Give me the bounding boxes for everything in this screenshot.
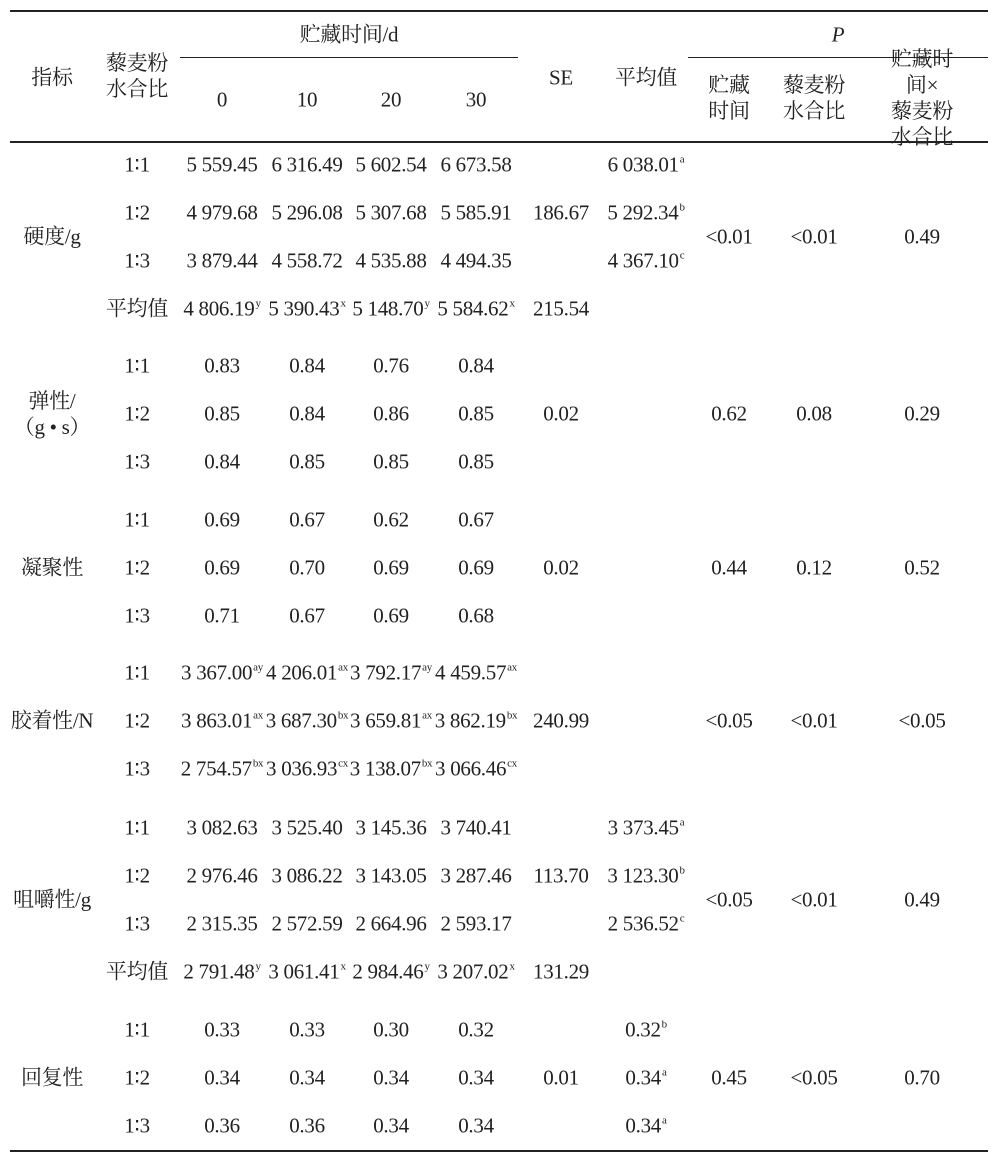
row-ratio: 1∶2	[124, 401, 150, 426]
header-mean: 平均值	[614, 65, 678, 90]
value-cell: 0.83	[204, 353, 240, 378]
value-cell: 5 559.45	[186, 152, 258, 177]
row-indicator-name: 咀嚼性/g	[13, 887, 91, 912]
value-cell: 3 145.36	[355, 815, 427, 840]
significance-letter: ay	[422, 661, 432, 674]
row-ratio: 1∶1	[124, 815, 150, 840]
value-cell: 0.86	[373, 401, 409, 426]
row-ratio: 1∶3	[124, 756, 150, 781]
p-interaction: 0.29	[904, 401, 940, 426]
significance-letter: ax	[338, 661, 348, 674]
row-ratio: 1∶2	[124, 1065, 150, 1090]
value-cell: 0.34	[458, 1065, 494, 1090]
value-cell: 2 976.46	[186, 863, 258, 888]
header-p-interaction: 贮藏时间× 藜麦粉水合比	[890, 47, 954, 149]
row-ratio: 平均值	[105, 959, 169, 984]
se-value: 0.02	[543, 555, 579, 580]
se-value: 0.02	[543, 401, 579, 426]
value-cell: 2 593.17	[440, 911, 512, 936]
significance-letter: b	[679, 864, 685, 877]
significance-letter: ax	[253, 709, 263, 722]
row-ratio: 1∶3	[124, 449, 150, 474]
value-cell: 3 $687.30^{bx}$	[265, 708, 349, 733]
value-cell: 2 984.46$^y$	[352, 959, 430, 984]
p-storage-time: 0.44	[711, 555, 747, 580]
value-cell: 4 535.88	[355, 248, 427, 273]
value-cell: 0.67	[458, 507, 494, 532]
significance-letter: x	[340, 297, 346, 310]
row-indicator-name: 胶着性/N	[10, 708, 94, 733]
value-cell: 3 $862.19^{bx}$	[434, 708, 518, 733]
value-cell: 3 740.41	[440, 815, 512, 840]
header-day-20: 20	[380, 87, 402, 112]
value-cell: 0.67	[289, 507, 325, 532]
significance-letter: a	[679, 816, 685, 829]
value-cell: 2 664.96	[355, 911, 427, 936]
p-interaction: 0.49	[904, 224, 940, 249]
p-storage-time: 0.62	[711, 401, 747, 426]
value-cell: 0.34	[289, 1065, 325, 1090]
significance-letter: a	[661, 1066, 667, 1079]
value-cell: 5 390.43$^x$	[268, 296, 346, 321]
mean-value: 2 536.52$^c$	[607, 911, 685, 936]
value-cell: 2 572.59	[271, 911, 343, 936]
header-p-storage-time: 贮藏 时间	[708, 73, 750, 123]
value-cell: 0.36	[289, 1113, 325, 1138]
value-cell: 0.33	[289, 1017, 325, 1042]
row-ratio: 1∶3	[124, 248, 150, 273]
value-cell: 5 584.62$^x$	[437, 296, 515, 321]
significance-letter: bx	[337, 709, 349, 722]
value-cell: 5 585.91	[440, 200, 512, 225]
header-indicator: 指标	[31, 65, 73, 90]
p-ratio: 0.08	[796, 401, 832, 426]
row-ratio: 1∶2	[124, 863, 150, 888]
value-cell: 4 494.35	[440, 248, 512, 273]
significance-letter: bx	[252, 757, 264, 770]
value-cell: 0.67	[289, 603, 325, 628]
value-cell: 3 $659.81^{ax}$	[350, 708, 432, 733]
value-cell: 5 602.54	[355, 152, 427, 177]
value-cell: 3 287.46	[440, 863, 512, 888]
value-cell: 3 $367.00^{ay}$	[181, 660, 263, 685]
value-cell: 0.69	[373, 555, 409, 580]
value-cell: 4 979.68	[186, 200, 258, 225]
row-ratio: 1∶1	[124, 660, 150, 685]
value-cell: 3 879.44	[186, 248, 258, 273]
value-cell: 0.69	[204, 555, 240, 580]
significance-letter: x	[340, 960, 346, 973]
value-cell: 3 $066.46^{cx}$	[435, 756, 517, 781]
value-cell: 0.85	[373, 449, 409, 474]
header-day-10: 10	[296, 87, 318, 112]
value-cell: 0.85	[458, 449, 494, 474]
value-cell: 0.76	[373, 353, 409, 378]
p-ratio: <0.01	[790, 887, 838, 912]
table-bottom-rule	[10, 1150, 988, 1152]
row-ratio: 1∶3	[124, 911, 150, 936]
row-ratio: 1∶1	[124, 152, 150, 177]
value-cell: 0.69	[373, 603, 409, 628]
value-cell: 0.34	[373, 1113, 409, 1138]
value-cell: 3 082.63	[186, 815, 258, 840]
se-value: 186.67	[533, 200, 589, 225]
value-cell: 0.62	[373, 507, 409, 532]
p-interaction: 0.52	[904, 555, 940, 580]
value-cell: 5 148.70$^y$	[352, 296, 430, 321]
row-ratio: 平均值	[105, 296, 169, 321]
value-cell: 3 086.22	[271, 863, 343, 888]
p-storage-time: 0.45	[711, 1065, 747, 1090]
p-storage-time: <0.01	[705, 224, 753, 249]
row-ratio: 1∶2	[124, 200, 150, 225]
value-cell: 3 $792.17^{ay}$	[350, 660, 432, 685]
row-indicator-name: 回复性	[20, 1065, 84, 1090]
header-p-ratio: 藜麦粉 水合比	[782, 73, 846, 123]
row-ratio: 1∶2	[124, 708, 150, 733]
value-cell: 0.69	[204, 507, 240, 532]
significance-letter: ax	[422, 709, 432, 722]
value-cell: 0.84	[204, 449, 240, 474]
p-ratio: <0.05	[790, 1065, 838, 1090]
value-cell: 0.30	[373, 1017, 409, 1042]
row-ratio: 1∶1	[124, 1017, 150, 1042]
significance-letter: x	[509, 297, 515, 310]
row-ratio: 1∶1	[124, 353, 150, 378]
value-cell: 0.71	[204, 603, 240, 628]
se-value: 0.01	[543, 1065, 579, 1090]
header-day-0: 0	[216, 87, 228, 112]
significance-letter: a	[679, 153, 685, 166]
value-cell: 2 315.35	[186, 911, 258, 936]
significance-letter: y	[424, 297, 430, 310]
row-ratio: 1∶3	[124, 1113, 150, 1138]
se-value: 113.70	[533, 863, 589, 888]
significance-letter: a	[661, 1114, 667, 1127]
significance-letter: cx	[507, 757, 517, 770]
row-indicator-name: 硬度/g	[23, 224, 81, 249]
p-ratio: 0.12	[796, 555, 832, 580]
value-cell: 3 207.02$^x$	[437, 959, 515, 984]
row-ratio: 1∶2	[124, 555, 150, 580]
value-cell: 3 $138.07^{bx}$	[349, 756, 433, 781]
value-cell: 3 $863.01^{ax}$	[181, 708, 263, 733]
mean-value: 0.32$^b$	[625, 1017, 667, 1042]
significance-letter: bx	[421, 757, 433, 770]
row-indicator-name: 弹性/ （g • s）	[13, 389, 91, 439]
se-value: 131.29	[533, 959, 589, 984]
significance-letter: y	[255, 297, 261, 310]
header-se: SE	[549, 65, 573, 90]
value-cell: 6 673.58	[440, 152, 512, 177]
mean-value: 5 292.34$^b$	[607, 200, 685, 225]
storage-time-underline	[180, 57, 518, 58]
significance-letter: y	[424, 960, 430, 973]
significance-letter: b	[661, 1018, 667, 1031]
value-cell: 0.34	[204, 1065, 240, 1090]
significance-letter: cx	[338, 757, 348, 770]
mean-value: 6 038.01$^a$	[607, 152, 685, 177]
value-cell: 0.36	[204, 1113, 240, 1138]
significance-letter: ax	[507, 661, 517, 674]
value-cell: 3 061.41$^x$	[268, 959, 346, 984]
significance-letter: c	[679, 912, 685, 925]
value-cell: 0.85	[204, 401, 240, 426]
header-ratio: 藜麦粉 水合比	[105, 51, 169, 101]
value-cell: 0.34	[373, 1065, 409, 1090]
value-cell: 0.32	[458, 1017, 494, 1042]
p-interaction: 0.70	[904, 1065, 940, 1090]
value-cell: 0.84	[458, 353, 494, 378]
value-cell: 0.69	[458, 555, 494, 580]
value-cell: 3 $036.93^{cx}$	[266, 756, 348, 781]
header-day-30: 30	[465, 87, 487, 112]
row-ratio: 1∶1	[124, 507, 150, 532]
p-interaction: <0.05	[898, 708, 946, 733]
value-cell: 0.34	[458, 1113, 494, 1138]
value-cell: 4 558.72	[271, 248, 343, 273]
value-cell: 0.84	[289, 401, 325, 426]
mean-value: 3 123.30$^b$	[607, 863, 685, 888]
value-cell: 0.33	[204, 1017, 240, 1042]
p-interaction: 0.49	[904, 887, 940, 912]
mean-value: 0.34$^a$	[625, 1065, 667, 1090]
significance-letter: y	[255, 960, 261, 973]
value-cell: 2 791.48$^y$	[183, 959, 261, 984]
table-top-rule	[10, 10, 988, 12]
mean-value: 4 367.10$^c$	[607, 248, 685, 273]
value-cell: 5 307.68	[355, 200, 427, 225]
p-storage-time: <0.05	[705, 708, 753, 733]
value-cell: 4 806.19$^y$	[183, 296, 261, 321]
value-cell: 4 $206.01^{ax}$	[266, 660, 348, 685]
value-cell: 4 $459.57^{ax}$	[435, 660, 517, 685]
header-storage-time: 贮藏时间/d	[299, 22, 399, 47]
value-cell: 0.85	[458, 401, 494, 426]
significance-letter: b	[679, 201, 685, 214]
row-indicator-name: 凝聚性	[20, 555, 84, 580]
row-ratio: 1∶3	[124, 603, 150, 628]
value-cell: 0.85	[289, 449, 325, 474]
significance-letter: bx	[506, 709, 518, 722]
table-header-rule	[10, 141, 988, 143]
value-cell: 0.70	[289, 555, 325, 580]
significance-letter: ay	[253, 661, 263, 674]
value-cell: 0.84	[289, 353, 325, 378]
significance-letter: c	[679, 249, 685, 262]
p-storage-time: <0.05	[705, 887, 753, 912]
value-cell: 3 143.05	[355, 863, 427, 888]
mean-value: 3 373.45$^a$	[607, 815, 685, 840]
se-value: 240.99	[533, 708, 589, 733]
value-cell: 3 525.40	[271, 815, 343, 840]
se-value: 215.54	[533, 296, 589, 321]
p-ratio: <0.01	[790, 224, 838, 249]
value-cell: 5 296.08	[271, 200, 343, 225]
value-cell: 2 $754.57^{bx}$	[180, 756, 264, 781]
significance-letter: x	[509, 960, 515, 973]
value-cell: 6 316.49	[271, 152, 343, 177]
header-p: P	[831, 22, 845, 47]
value-cell: 0.68	[458, 603, 494, 628]
mean-value: 0.34$^a$	[625, 1113, 667, 1138]
p-ratio: <0.01	[790, 708, 838, 733]
